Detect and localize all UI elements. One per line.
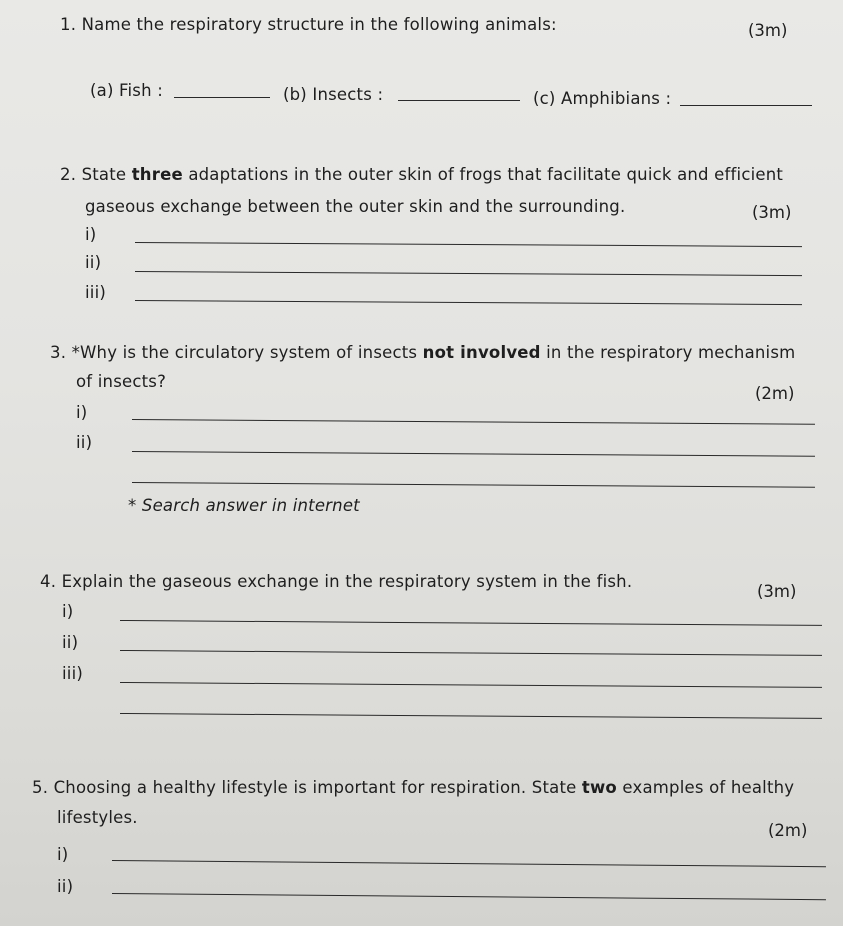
question-1-text: 1. Name the respiratory structure in the following animals: [60,15,557,34]
q3-answer-line-iii[interactable] [132,482,815,488]
question-2-text-line2: gaseous exchange between the outer skin and the surrounding. [85,197,626,216]
q1-amphibians-answer-line[interactable] [680,105,812,106]
q1-insects-label: (b) Insects : [283,85,384,104]
q2-answer-line-iii[interactable] [135,300,802,305]
q5-answer-line-i[interactable] [112,860,826,867]
q2-label-i: i) [85,225,97,244]
question-5-text-line2: lifestyles. [57,808,138,827]
q4-label-ii: ii) [62,633,79,652]
q1-fish-label: (a) Fish : [90,81,163,100]
question-3-marks: (2m) [755,384,795,403]
question-4-text: 4. Explain the gaseous exchange in the respiratory system in the fish. [40,572,633,591]
q2-label-ii: ii) [85,253,102,272]
q5-label-ii: ii) [57,877,74,896]
q2-answer-line-ii[interactable] [135,271,802,276]
q1-insects-answer-line[interactable] [398,100,520,101]
q1-fish-answer-line[interactable] [174,97,270,98]
q5-bold-word: two [581,778,617,797]
q4-label-i: i) [62,602,74,621]
q5-label-i: i) [57,845,69,864]
q3-search-note: * Search answer in internet [128,496,360,515]
q1-amphibians-label: (c) Amphibians : [533,89,672,108]
question-2-text: 2. State three adaptations in the outer skin of frogs that facilitate quick and efficient [60,165,784,184]
q4-label-iii: iii) [62,664,83,683]
question-5-marks: (2m) [768,821,808,840]
q2-label-iii: iii) [85,283,106,302]
question-1-marks: (3m) [748,21,788,40]
question-5-text: 5. Choosing a healthy lifestyle is important for respiration. State two examples of healthy [32,778,795,797]
question-2-marks: (3m) [752,203,792,222]
q3-label-i: i) [76,403,88,422]
question-4-marks: (3m) [757,582,797,601]
q3-answer-line-i[interactable] [132,419,815,425]
q3-answer-line-ii[interactable] [132,451,815,457]
question-3-text: 3. *Why is the circulatory system of insects not involved in the respiratory mechanism [50,343,796,362]
q2-bold-word: three [131,165,183,184]
question-3-text-line2: of insects? [76,372,167,391]
q5-answer-line-ii[interactable] [112,893,826,900]
q3-bold-phrase: not involved [422,343,541,362]
q4-answer-line-ii[interactable] [120,650,822,656]
q4-answer-line-iii[interactable] [120,682,822,688]
q3-label-ii: ii) [76,433,93,452]
q4-answer-line-iv[interactable] [120,713,822,719]
q2-answer-line-i[interactable] [135,242,802,247]
q4-answer-line-i[interactable] [120,620,822,626]
